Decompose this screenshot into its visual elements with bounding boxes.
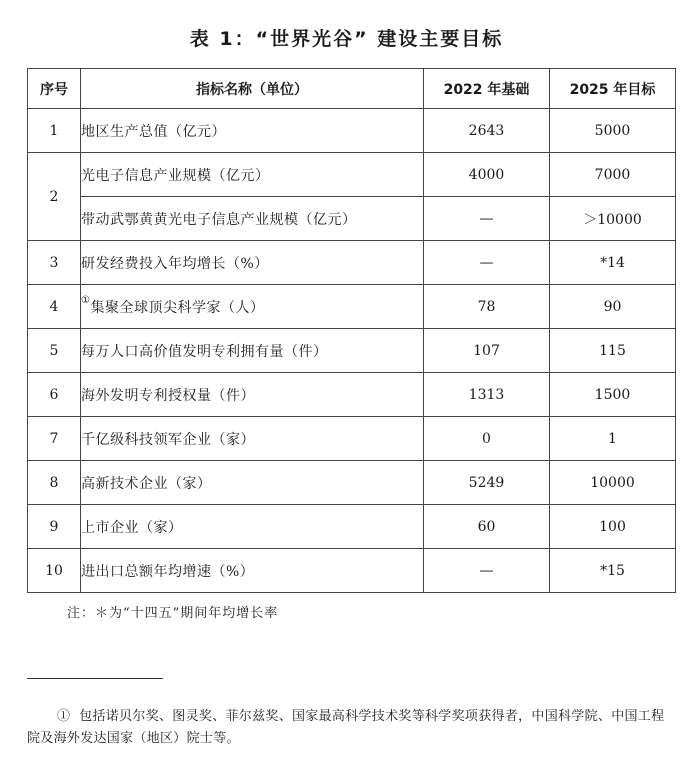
row-base: — [424,241,550,285]
row-no: 1 [28,109,81,153]
row-name: 上市企业（家） [81,505,424,549]
table-note: 注：＊为“十四五”期间年均增长率 [67,606,279,621]
header-target: 2025 年目标 [550,69,676,109]
table-row [28,329,676,373]
row-no: 10 [28,549,81,593]
row-target: *15 [550,549,676,593]
row-base: — [424,197,550,241]
row-base: 2643 [424,109,550,153]
table-title: 表 1：“世界光谷” 建设主要目标 [189,28,504,50]
row-name: 集聚全球顶尖科学家（人） [90,299,265,316]
table-row [28,505,676,549]
table-row [28,373,676,417]
row-no: 9 [28,505,81,549]
footnote-divider [27,678,163,679]
row-name: 每万人口高价值发明专利拥有量（件） [81,329,424,373]
footnote-marker-ref: ① [57,709,71,724]
row-target: 1500 [550,373,676,417]
row-name: 海外发明专利授权量（件） [81,373,424,417]
table-row [28,285,676,329]
row-target: 100 [550,505,676,549]
row-base: 4000 [424,153,550,197]
row-name-cell [81,285,424,329]
row-name: 进出口总额年均增速（%） [81,549,424,593]
row-target: 1 [550,417,676,461]
row-target: 115 [550,329,676,373]
row-base: 1313 [424,373,550,417]
row-target: 90 [550,285,676,329]
row-base: 5249 [424,461,550,505]
table-row [28,417,676,461]
row-name: 千亿级科技领军企业（家） [81,417,424,461]
row-no: 6 [28,373,81,417]
row-target: *14 [550,241,676,285]
table-row [28,197,676,241]
row-base: 60 [424,505,550,549]
row-base: — [424,549,550,593]
footnote [27,706,677,750]
header-name: 指标名称（单位） [81,69,424,109]
row-base: 107 [424,329,550,373]
row-no: 5 [28,329,81,373]
row-name: 研发经费投入年均增长（%） [81,241,424,285]
table-row [28,549,676,593]
row-no: 2 [28,153,81,241]
row-name: 地区生产总值（亿元） [81,109,424,153]
footnote-marker[interactable]: ① [81,294,91,306]
row-target: ＞10000 [550,197,676,241]
header-base: 2022 年基础 [424,69,550,109]
table-row [28,461,676,505]
footnote-text: 包括诺贝尔奖、图灵奖、菲尔兹奖、国家最高科学技术奖等科学奖项获得者，中国科学院、中国工程院及海外发达国家（地区）院士等。 [27,709,665,746]
header-no: 序号 [28,69,81,109]
row-name: 高新技术企业（家） [81,461,424,505]
row-no: 4 [28,285,81,329]
row-target: 7000 [550,153,676,197]
row-no: 8 [28,461,81,505]
row-name: 光电子信息产业规模（亿元） [81,153,424,197]
table-row [28,109,676,153]
row-name: 带动武鄂黄黄光电子信息产业规模（亿元） [81,197,424,241]
row-target: 5000 [550,109,676,153]
row-base: 0 [424,417,550,461]
table-header-row [28,69,676,109]
row-no: 7 [28,417,81,461]
table-row [28,241,676,285]
row-target: 10000 [550,461,676,505]
row-no: 3 [28,241,81,285]
row-base: 78 [424,285,550,329]
goals-table [27,68,676,593]
table-row [28,153,676,197]
